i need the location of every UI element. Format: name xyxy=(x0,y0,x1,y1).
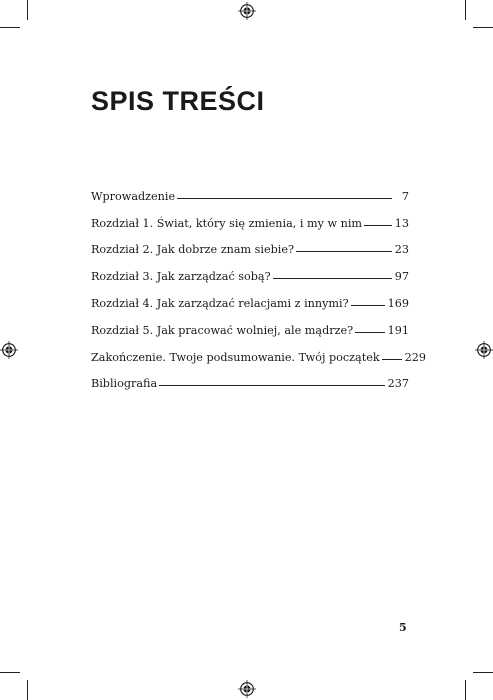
toc-entry[interactable] xyxy=(91,337,426,364)
toc-entry[interactable] xyxy=(91,256,409,283)
toc-entry-page: 13 xyxy=(394,216,409,230)
toc-entry[interactable] xyxy=(91,310,409,337)
toc-entry-page: 7 xyxy=(401,189,409,203)
toc-leader-line xyxy=(159,385,384,386)
toc-entry-label: Rozdział 3. Jak zarządzać sobą? xyxy=(91,270,271,284)
toc-entry[interactable] xyxy=(91,176,409,203)
toc-entry-label: Rozdział 2. Jak dobrze znam siebie? xyxy=(91,243,294,257)
toc-leader-line xyxy=(296,251,392,252)
toc-entry-page: 191 xyxy=(387,323,409,337)
crop-mark-bottom-right xyxy=(465,680,466,700)
toc-entry-page: 237 xyxy=(387,377,409,391)
toc-entry[interactable] xyxy=(91,283,409,310)
registration-mark-icon xyxy=(238,2,256,20)
crop-mark-top-left xyxy=(0,27,20,28)
registration-mark-icon xyxy=(0,341,18,359)
page-number: 5 xyxy=(399,621,407,634)
crop-mark-top-left xyxy=(27,0,28,20)
toc-entry-page: 23 xyxy=(394,243,409,257)
toc-entry[interactable] xyxy=(91,203,409,230)
toc-entry-label: Bibliografia xyxy=(91,377,158,391)
toc-entry-label: Rozdział 1. Świat, który się zmienia, i my w nim xyxy=(91,216,363,230)
page-title: SPIS TREŚCI xyxy=(91,86,265,116)
crop-mark-bottom-right xyxy=(473,672,493,673)
toc-entry-page: 97 xyxy=(394,270,409,284)
crop-mark-top-right xyxy=(465,0,466,20)
table-of-contents xyxy=(91,176,426,391)
toc-entry[interactable] xyxy=(91,364,409,391)
registration-mark-icon xyxy=(475,341,493,359)
toc-entry-label: Rozdział 4. Jak zarządzać relacjami z innymi? xyxy=(91,296,349,310)
toc-leader-line xyxy=(355,332,385,333)
toc-leader-line xyxy=(364,225,392,226)
toc-entry-label: Rozdział 5. Jak pracować wolniej, ale mądrze? xyxy=(91,323,354,337)
crop-mark-bottom-left xyxy=(0,672,20,673)
toc-entry[interactable] xyxy=(91,230,409,257)
toc-leader-line xyxy=(273,278,392,279)
toc-entry-label: Zakończenie. Twoje podsumowanie. Twój początek xyxy=(91,350,380,364)
toc-leader-line xyxy=(177,198,392,199)
toc-leader-line xyxy=(382,359,402,360)
toc-leader-line xyxy=(351,305,385,306)
crop-mark-bottom-left xyxy=(27,680,28,700)
toc-entry-page: 169 xyxy=(387,296,409,310)
crop-mark-top-right xyxy=(473,27,493,28)
toc-entry-label: Wprowadzenie xyxy=(91,189,176,203)
registration-mark-icon xyxy=(238,680,256,698)
toc-entry-page: 229 xyxy=(404,350,426,364)
